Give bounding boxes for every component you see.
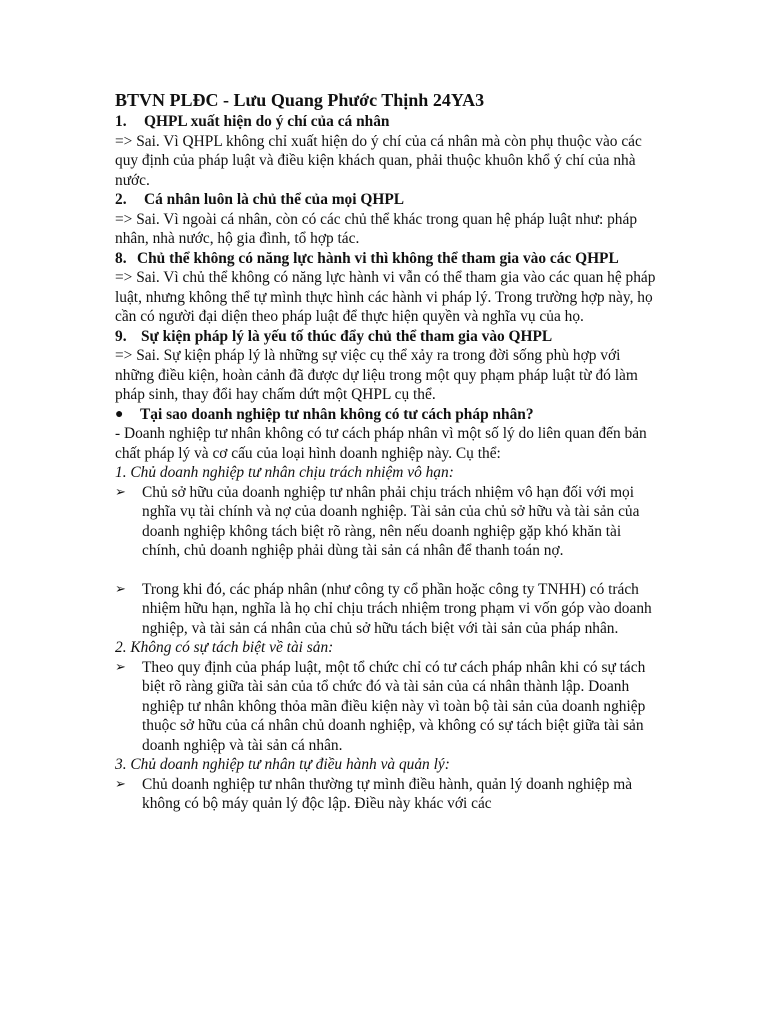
question-text: Cá nhân luôn là chủ thể của mọi QHPL — [144, 191, 404, 208]
question-text: QHPL xuất hiện do ý chí của cá nhân — [144, 113, 390, 130]
question-2-answer: => Sai. Vì ngoài cá nhân, còn có các chủ thể khác trong quan hệ pháp luật như: pháp nhân, nhà nước, hộ gia đình, tổ hợp tác. — [115, 210, 638, 247]
question-2-heading — [115, 190, 660, 210]
reason-3-heading: 3. Chủ doanh nghiệp tư nhân tự điều hành và quản lý: — [115, 756, 450, 773]
list-item — [115, 658, 660, 756]
arrow-bullet-icon: ➢ — [115, 776, 126, 792]
reason-2-heading: 2. Không có sự tách biệt về tài sản: — [115, 639, 334, 656]
question-8-answer: => Sai. Vì chủ thể không có năng lực hành vi vẫn có thể tham gia vào các quan hệ pháp luật, nhưng không thể tự mình thực hình các hành vi pháp lý. Trong trường hợp này, họ cần có người đại diện theo pháp luật để thực hiện quyền và nghĩa vụ của họ. — [115, 269, 656, 325]
question-number: 8. — [115, 249, 127, 267]
question-number: 1. — [115, 113, 127, 130]
why-heading — [115, 405, 660, 425]
list-item-text: Theo quy định của pháp luật, một tổ chức chỉ có tư cách pháp nhân khi có sự tách biệt rõ ràng giữa tài sản của tổ chức đó và tài sản của cá nhân thành lập. Doanh nghiệp tư nhân không thỏa mãn điều kiện này vì toàn bộ tài sản của doanh nghiệp thuộc sở hữu của cá nhân chủ doanh nghiệp, và không có sự tách biệt giữa tài sản doanh nghiệp và tài sản cá nhân. — [142, 658, 646, 754]
arrow-bullet-icon: ➢ — [115, 581, 126, 597]
question-text: Sự kiện pháp lý là yếu tố thúc đẩy chủ thể tham gia vào QHPL — [141, 327, 553, 345]
list-item-text: Chủ doanh nghiệp tư nhân thường tự mình điều hành, quản lý doanh nghiệp mà không có bộ máy quản lý độc lập. Điều này khác với các — [142, 775, 633, 812]
document-title: BTVN PLĐC - Lưu Quang Phước Thịnh 24YA3 — [115, 90, 485, 110]
list-item — [115, 580, 660, 639]
list-item — [115, 775, 660, 814]
reason-1-heading: 1. Chủ doanh nghiệp tư nhân chịu trách nhiệm vô hạn: — [115, 464, 454, 481]
question-9-heading — [115, 327, 660, 347]
question-number: 2. — [115, 191, 127, 208]
why-intro: - Doanh nghiệp tư nhân không có tư cách pháp nhân vì một số lý do liên quan đến bản chất pháp lý và cơ cấu của loại hình doanh nghiệp này. Cụ thể: — [115, 425, 647, 462]
why-heading-text: Tại sao doanh nghiệp tư nhân không có tư cách pháp nhân? — [140, 405, 534, 423]
list-item-text: Trong khi đó, các pháp nhân (như công ty cổ phần hoặc công ty TNHH) có trách nhiệm hữu hạn, nghĩa là họ chỉ chịu trách nhiệm trong phạm vi vốn góp vào doanh nghiệp, và tài sản cá nhân của chủ sở hữu tách biệt với tài sản của pháp nhân. — [142, 580, 652, 637]
bullet-icon: ● — [115, 406, 124, 422]
document-page — [115, 88, 660, 814]
question-1-heading — [115, 112, 660, 132]
list-item-text: Chủ sở hữu của doanh nghiệp tư nhân phải chịu trách nhiệm vô hạn đối với mọi nghĩa vụ tài chính và nợ của doanh nghiệp. Tài sản của chủ sở hữu và tài sản của doanh nghiệp không tách biệt rõ ràng, nên nếu doanh nghiệp gặp khó khăn tài chính, chủ doanh nghiệp phải dùng tài sản cá nhân để thanh toán nợ. — [142, 483, 640, 559]
arrow-bullet-icon: ➢ — [115, 659, 126, 675]
blank-line — [115, 561, 660, 580]
list-item — [115, 483, 660, 561]
arrow-bullet-icon: ➢ — [115, 484, 126, 500]
question-9-answer: => Sai. Sự kiện pháp lý là những sự việc cụ thể xảy ra trong đời sống phù hợp với những điều kiện, hoàn cảnh đã được dự liệu trong một quy phạm pháp luật từ đó làm pháp sinh, thay đổi hay chấm dứt một QHPL cụ thể. — [115, 347, 638, 403]
question-8-heading — [115, 249, 660, 269]
question-text: Chủ thể không có năng lực hành vi thì không thể tham gia vào các QHPL — [137, 249, 619, 267]
question-number: 9. — [115, 327, 127, 345]
question-1-answer: => Sai. Vì QHPL không chỉ xuất hiện do ý chí của cá nhân mà còn phụ thuộc vào các quy định của pháp luật và điều kiện khách quan, phải thuộc khuôn khổ ý chí của nhà nước. — [115, 132, 642, 189]
